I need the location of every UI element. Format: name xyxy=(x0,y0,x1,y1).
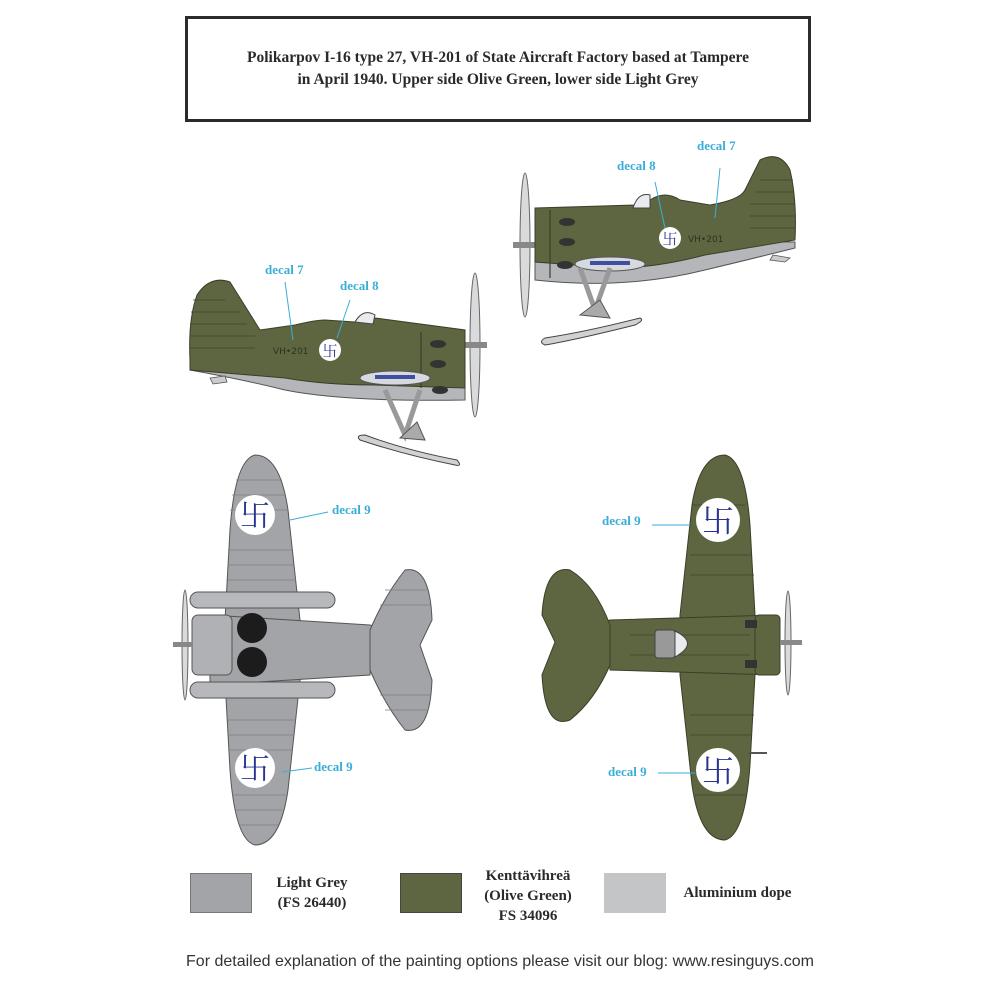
legend-olive-green-text: Kenttävihreä (Olive Green) FS 34096 xyxy=(484,868,572,924)
decal-9-label-upper: decal 9 xyxy=(602,513,641,528)
legend-aluminium-text: Aluminium dope xyxy=(683,885,792,901)
underside-aircraft xyxy=(170,450,450,850)
svg-text:卐: 卐 xyxy=(240,752,270,787)
title-box xyxy=(185,16,811,122)
svg-text:卐: 卐 xyxy=(240,499,270,534)
svg-text:VH•201: VH•201 xyxy=(273,347,309,357)
title-line-2: in April 1940. Upper side Olive Green, lower side Light Grey xyxy=(297,71,699,88)
svg-text:卐: 卐 xyxy=(701,502,735,540)
svg-text:卐: 卐 xyxy=(662,230,678,248)
left-profile-view xyxy=(185,260,495,470)
decal-9-label-upper: decal 9 xyxy=(332,502,371,517)
topside-view xyxy=(530,445,810,845)
svg-text:卐: 卐 xyxy=(701,752,735,790)
svg-text:卐: 卐 xyxy=(322,342,338,360)
legend-light-grey-text: Light Grey (FS 26440) xyxy=(276,875,348,911)
topside-aircraft xyxy=(530,445,810,845)
title-line-1: Polikarpov I-16 type 27, VH-201 of State Aircraft Factory based at Tampere xyxy=(247,49,749,66)
right-profile-aircraft xyxy=(505,150,815,350)
decal-8-label: decal 8 xyxy=(340,278,379,293)
underside-view xyxy=(170,450,450,850)
decal-8-label: decal 8 xyxy=(617,158,656,173)
decal-9-label-lower: decal 9 xyxy=(314,759,353,774)
swatch-light-grey xyxy=(190,873,252,913)
swatch-aluminium xyxy=(604,873,666,913)
right-profile-view xyxy=(505,138,815,350)
decal-7-label: decal 7 xyxy=(265,262,304,277)
decal-9-label-lower: decal 9 xyxy=(608,764,647,779)
swatch-olive-green xyxy=(400,873,462,913)
svg-text:VH•201: VH•201 xyxy=(688,235,724,245)
footer-blog-note: For detailed explanation of the painting options please visit our blog: www.resinguys.com xyxy=(186,953,814,970)
decal-7-label: decal 7 xyxy=(697,138,736,153)
